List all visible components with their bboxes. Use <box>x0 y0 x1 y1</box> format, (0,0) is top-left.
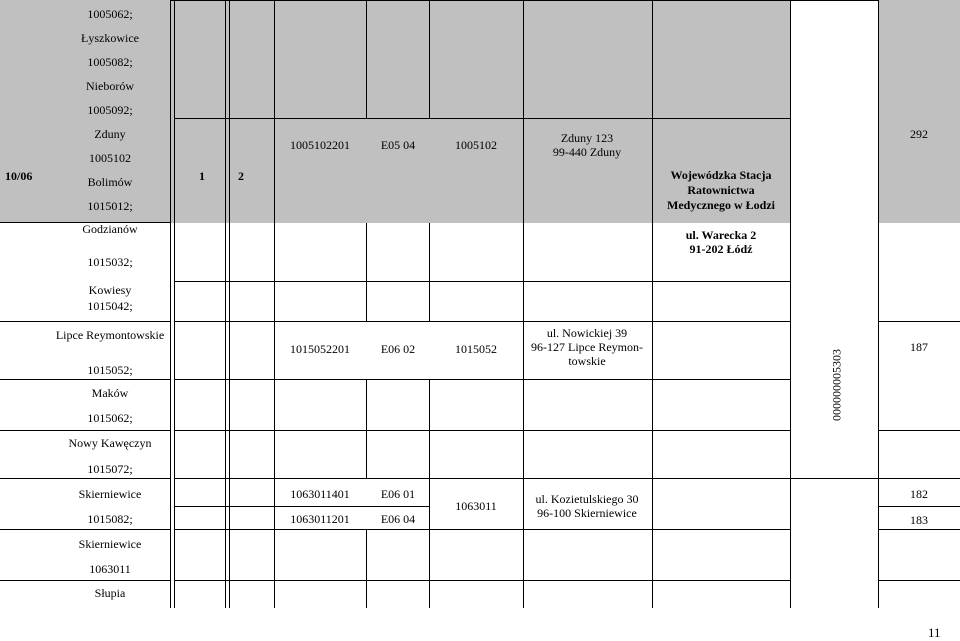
municipality-cell: 1015012; <box>87 199 133 213</box>
station-teryt: 1015052 <box>455 342 497 356</box>
row-line <box>174 118 790 119</box>
col-line <box>170 0 171 608</box>
col-line <box>229 0 230 608</box>
row-line <box>878 430 960 431</box>
col-line <box>878 0 879 608</box>
municipality-cell: Lipce Reymontowskie <box>55 328 165 342</box>
municipality-cell: Nowy Kawęczyn <box>68 436 152 450</box>
col-line <box>274 0 275 608</box>
page-number: 11 <box>928 625 941 640</box>
col-line <box>366 379 367 478</box>
col-line <box>174 0 175 608</box>
station-address: Zduny 123 <box>560 131 614 145</box>
provider-name: Ratownictwa <box>687 183 755 197</box>
municipality-cell: 1005092; <box>87 103 133 117</box>
station-type: E05 04 <box>380 138 416 152</box>
station-address: towskie <box>568 354 606 368</box>
municipality-cell: 1005062; <box>87 7 133 21</box>
station-address: ul. Nowickiej 39 <box>546 326 628 340</box>
row-line <box>174 506 429 507</box>
station-code: 1005102201 <box>290 138 350 152</box>
municipality-cell: Godzianów <box>82 222 138 236</box>
station-type: E06 01 <box>380 487 416 501</box>
municipality-cell: 1005082; <box>87 55 133 69</box>
municipality-cell: Skierniewice <box>78 487 142 501</box>
col-line <box>790 0 791 608</box>
municipality-cell: 1015042; <box>87 299 133 313</box>
col-line <box>366 0 367 118</box>
row-line <box>174 529 790 530</box>
station-count: 187 <box>910 340 928 354</box>
col-line <box>366 223 367 321</box>
col-line <box>429 223 430 321</box>
grey-fill <box>878 0 960 223</box>
municipality-cell: 1015052; <box>87 363 133 377</box>
station-code: 1063011201 <box>290 512 350 526</box>
col-line <box>429 0 430 118</box>
col-line <box>225 0 226 608</box>
row-line <box>0 580 170 581</box>
municipality-cell: Kowiesy <box>88 283 132 297</box>
provider-address: 91-202 Łódź <box>689 242 753 256</box>
row-line <box>174 281 790 282</box>
station-count: 183 <box>910 513 928 527</box>
row-line <box>878 506 960 507</box>
provider-name: Medycznego w Łodzi <box>667 198 775 212</box>
station-address: ul. Kozietulskiego 30 <box>535 492 639 506</box>
row-line <box>878 529 960 530</box>
municipality-cell: Łyszkowice <box>81 31 139 45</box>
municipality-cell: Bolimów <box>87 175 133 189</box>
row-line <box>878 321 960 322</box>
municipality-cell: 1005102 <box>89 151 131 165</box>
row-line <box>174 430 790 431</box>
row-line <box>790 478 960 479</box>
row-line <box>174 321 790 322</box>
provider-name: Wojewódzka Stacja <box>670 168 772 182</box>
municipality-cell: 1015082; <box>87 512 133 526</box>
row-line <box>174 580 790 581</box>
station-count: 292 <box>910 127 928 141</box>
station-address: 96-100 Skierniewice <box>537 506 637 520</box>
station-teryt: 1005102 <box>455 138 497 152</box>
municipality-cell: Skierniewice <box>78 537 142 551</box>
station-address: 99-440 Zduny <box>552 145 622 159</box>
group-number-2: 1 2 <box>199 169 244 183</box>
station-code: 1015052201 <box>290 342 350 356</box>
station-type: E06 02 <box>380 342 416 356</box>
row-line <box>174 379 790 380</box>
row-line <box>174 478 790 479</box>
municipality-cell: Zduny <box>94 127 126 141</box>
municipality-cell: Maków <box>91 386 129 400</box>
row-line <box>0 321 170 322</box>
col-line <box>366 529 367 608</box>
station-teryt: 1063011 <box>455 499 497 513</box>
row-line <box>878 580 960 581</box>
row-line <box>0 529 170 530</box>
row-line <box>0 379 170 380</box>
municipality-cell: 1015062; <box>87 411 133 425</box>
municipality-cell: Słupia <box>94 586 126 600</box>
municipality-cell: 1015072; <box>87 462 133 476</box>
municipality-cell: 1063011 <box>89 562 131 576</box>
vertical-code: 000000005303 <box>829 349 844 421</box>
municipality-cell: Nieborów <box>86 79 134 93</box>
provider-address: ul. Warecka 2 <box>685 228 757 242</box>
row-line <box>790 0 878 1</box>
col-line <box>429 379 430 478</box>
station-type: E06 04 <box>380 512 416 526</box>
row-line <box>0 478 170 479</box>
municipality-cell: 1015032; <box>87 255 133 269</box>
row-line <box>0 430 170 431</box>
station-address: 96-127 Lipce Reymon- <box>531 340 643 354</box>
station-code: 1063011401 <box>290 487 350 501</box>
station-count: 182 <box>910 487 928 501</box>
row-line <box>170 0 790 1</box>
col-line <box>429 478 430 608</box>
col-line <box>523 0 524 608</box>
group-number: 10/06 <box>5 169 33 183</box>
col-line <box>652 0 653 608</box>
